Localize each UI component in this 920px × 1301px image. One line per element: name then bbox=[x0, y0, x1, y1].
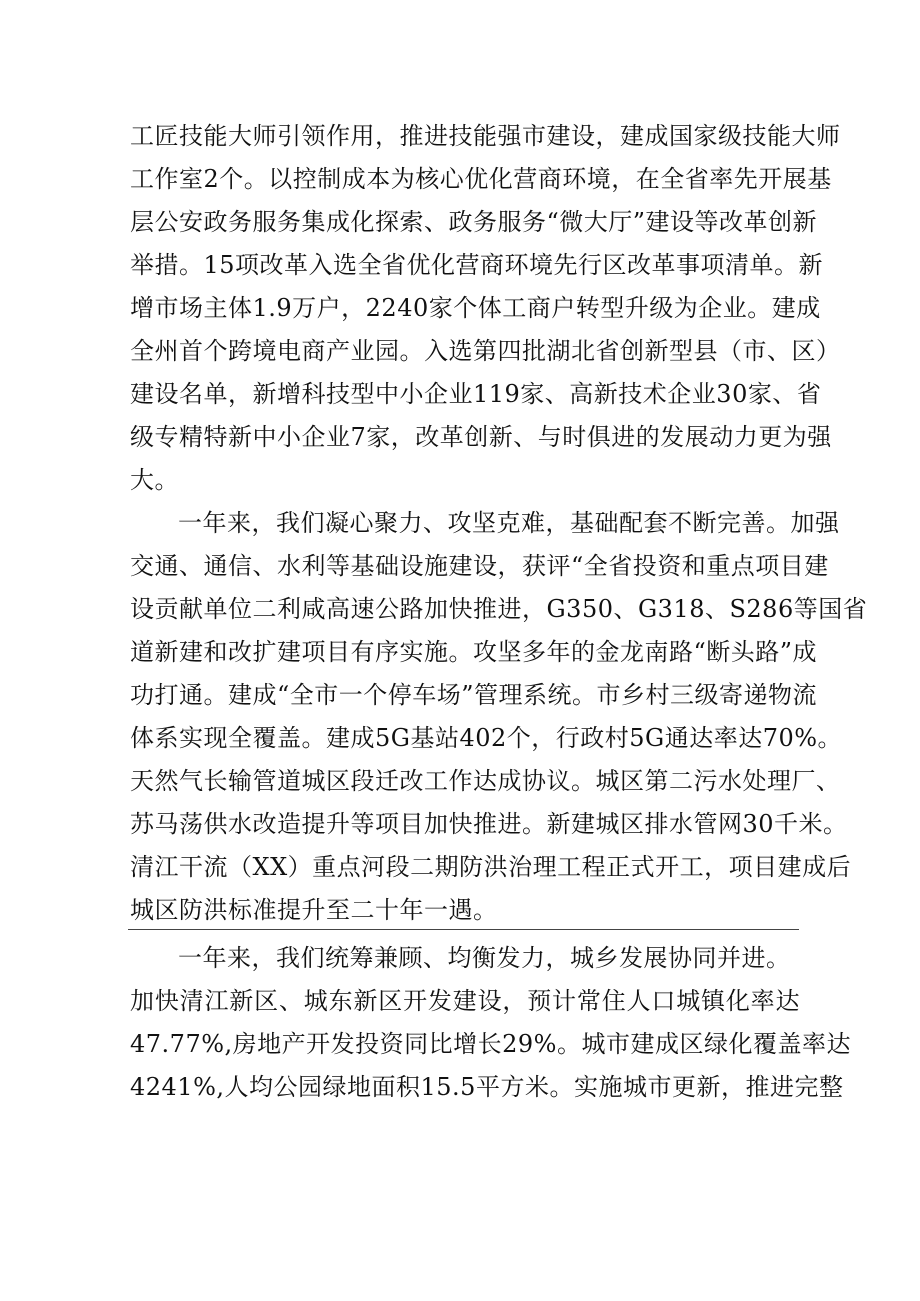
paragraph-1-line-6: 全州首个跨境电商产业园。入选第四批湖北省创新型县（市、区） bbox=[130, 337, 841, 365]
paragraph-2-line-7: 天然气长输管道城区段迁改工作达成协议。城区第二污水处理厂、 bbox=[130, 767, 841, 795]
paragraph-1-line-7: 建设名单，新增科技型中小企业119家、高新技术企业30家、省 bbox=[130, 380, 822, 408]
paragraph-1-line-1: 工匠技能大师引领作用，推进技能强市建设，建成国家级技能大师 bbox=[130, 122, 841, 150]
paragraph-1-line-9: 大。 bbox=[130, 466, 179, 494]
paragraph-2-line-5: 功打通。建成“全市一个停车场”管理系统。市乡村三级寄递物流 bbox=[130, 681, 818, 709]
paragraph-2-line-1: 一年来，我们凝心聚力、攻坚克难，基础配套不断完善。加强 bbox=[178, 509, 840, 537]
paragraph-3-line-3: 47.77%,房地产开发投资同比增长29%。城市建成区绿化覆盖率达 bbox=[130, 1030, 851, 1058]
paragraph-3-line-2: 加快清江新区、城东新区开发建设，预计常住人口城镇化率达 bbox=[130, 987, 800, 1015]
horizontal-divider bbox=[128, 929, 799, 930]
paragraph-2-line-9: 清江干流（XX）重点河段二期防洪治理工程正式开工，项目建成后 bbox=[130, 853, 852, 881]
paragraph-1-line-2: 工作室2个。以控制成本为核心优化营商环境，在全省率先开展基 bbox=[130, 165, 832, 193]
paragraph-1-line-5: 增市场主体1.9万户，2240家个体工商户转型升级为企业。建成 bbox=[130, 294, 821, 322]
paragraph-1-line-4: 举措。15项改革入选全省优化营商环境先行区改革事项清单。新 bbox=[130, 251, 824, 279]
paragraph-2-line-2: 交通、通信、水利等基础设施建设，获评“全省投资和重点项目建 bbox=[130, 552, 829, 580]
paragraph-2-line-10: 城区防洪标准提升至二十年一遇。 bbox=[130, 896, 498, 924]
paragraph-2-line-4: 道新建和改扩建项目有序实施。攻坚多年的金龙南路“断头路”成 bbox=[130, 638, 818, 666]
paragraph-3-line-1: 一年来，我们统筹兼顾、均衡发力，城乡发展协同并进。 bbox=[178, 944, 791, 972]
paragraph-2-line-6: 体系实现全覆盖。建成5G基站402个，行政村5G通达率达70%。 bbox=[130, 724, 843, 752]
paragraph-3-line-4: 4241%,人均公园绿地面积15.5平方米。实施城市更新，推进完整 bbox=[130, 1073, 844, 1101]
paragraph-1-line-8: 级专精特新中小企业7家，改革创新、与时俱进的发展动力更为强 bbox=[130, 423, 832, 451]
paragraph-1-line-3: 层公安政务服务集成化探索、政务服务“微大厅”建设等改革创新 bbox=[130, 208, 818, 236]
paragraph-2-line-3: 设贡献单位二利咸高速公路加快推进，G350、G318、S286等国省 bbox=[130, 595, 868, 623]
paragraph-2-line-8: 苏马荡供水改造提升等项目加快推进。新建城区排水管网30千米。 bbox=[130, 810, 848, 838]
